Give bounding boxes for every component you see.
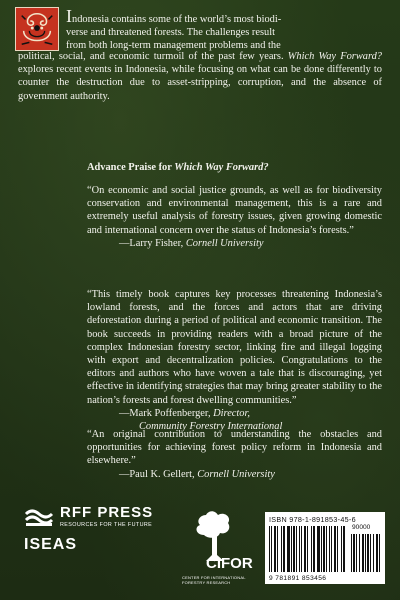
rff-wave-icon bbox=[24, 506, 54, 528]
drop-cap: I bbox=[66, 6, 72, 26]
rff-press-logo bbox=[24, 505, 164, 528]
cifor-wordmark: CIFOR bbox=[206, 555, 253, 572]
quote-2-name: —Mark Poffenberger, bbox=[119, 407, 214, 419]
iseas-logo: ISEAS bbox=[24, 536, 78, 553]
cifor-logo bbox=[176, 505, 268, 593]
intro-paragraph bbox=[66, 6, 382, 53]
quote-1-attribution bbox=[87, 237, 382, 250]
publisher-logos bbox=[24, 505, 164, 554]
intro-book-title: Which Way Forward? bbox=[287, 51, 382, 62]
quote-3-attribution bbox=[87, 468, 382, 481]
price-barcode-bars bbox=[351, 534, 381, 572]
praise-heading-title: Which Way Forward? bbox=[174, 162, 269, 173]
quote-2-affiliation-2: Community Forestry International bbox=[139, 421, 283, 433]
dayak-pattern-emblem bbox=[15, 7, 59, 51]
praise-heading-prefix: Advance Praise for bbox=[87, 162, 175, 173]
intro-continuation bbox=[18, 50, 382, 103]
barcode-number: 9 781891 853456 bbox=[269, 575, 327, 582]
intro-line-3: from both long-term management problems and the bbox=[66, 40, 281, 52]
quote-2-attribution bbox=[87, 407, 382, 420]
quote-2-affiliation: Director, bbox=[213, 407, 250, 419]
quote-3-text: “An original contribution to understanding the obstacles and opportunities for achieving forest policy reform in Indonesia and elsewhere.” bbox=[87, 429, 382, 467]
intro-line-2: verse and threatened forests. The challenges result bbox=[66, 27, 275, 39]
rff-press-title: RFF PRESS bbox=[60, 504, 154, 521]
quote-2 bbox=[87, 288, 382, 433]
quote-1-name: —Larry Fisher, bbox=[119, 237, 186, 249]
isbn-barcode bbox=[265, 512, 385, 584]
intro-line-4: political, social, and economic turmoil of the past few years. bbox=[18, 51, 284, 62]
quote-3-affiliation: Cornell University bbox=[197, 468, 275, 480]
price-code: 90000 bbox=[352, 524, 371, 531]
intro-text-end: explores recent events in Indonesia, while focusing on what can be done differently to counter the destruction due to asset-stripping, corruption, and the absence of government authority. bbox=[18, 64, 382, 102]
rff-press-subtitle: RESOURCES FOR THE FUTURE bbox=[60, 522, 153, 528]
quote-3 bbox=[87, 428, 382, 481]
quote-1 bbox=[87, 184, 382, 250]
quote-2-text: “This timely book captures key processes threatening Indonesia’s lowland forests, and the forces and actors that are driving deforestation during a period of political and economic transition. The book succeeds in providing readers with a broad picture of the complex Indonesian forestry sector, linking fire and illegal logging with export and decentralization policies. Congratulations to the editors and authors who have woven a tale that is discouraging, yet effective in identifying strategies that may bring greater stability to the nation’s forests and forest dwelling communities.” bbox=[87, 289, 382, 406]
barcode-bars bbox=[269, 526, 347, 572]
intro-text-start: ndonesia contains some of the world’s most biodi- bbox=[72, 14, 282, 25]
isbn-number: ISBN 978-1-891853-45-6 bbox=[269, 515, 356, 524]
praise-heading bbox=[87, 162, 382, 173]
quote-1-text: “On economic and social justice grounds, as well as for biodiversity conservation and environmental management, this is a rare and extremely useful analysis of forestry issues, given growing domestic and international concern over the status of Indonesia’s forests.” bbox=[87, 185, 382, 236]
quote-1-affiliation: Cornell University bbox=[185, 237, 264, 249]
cifor-subtitle: CENTER FOR INTERNATIONAL FORESTRY RESEARCH bbox=[182, 575, 246, 585]
quote-3-name: —Paul K. Gellert, bbox=[119, 468, 198, 480]
